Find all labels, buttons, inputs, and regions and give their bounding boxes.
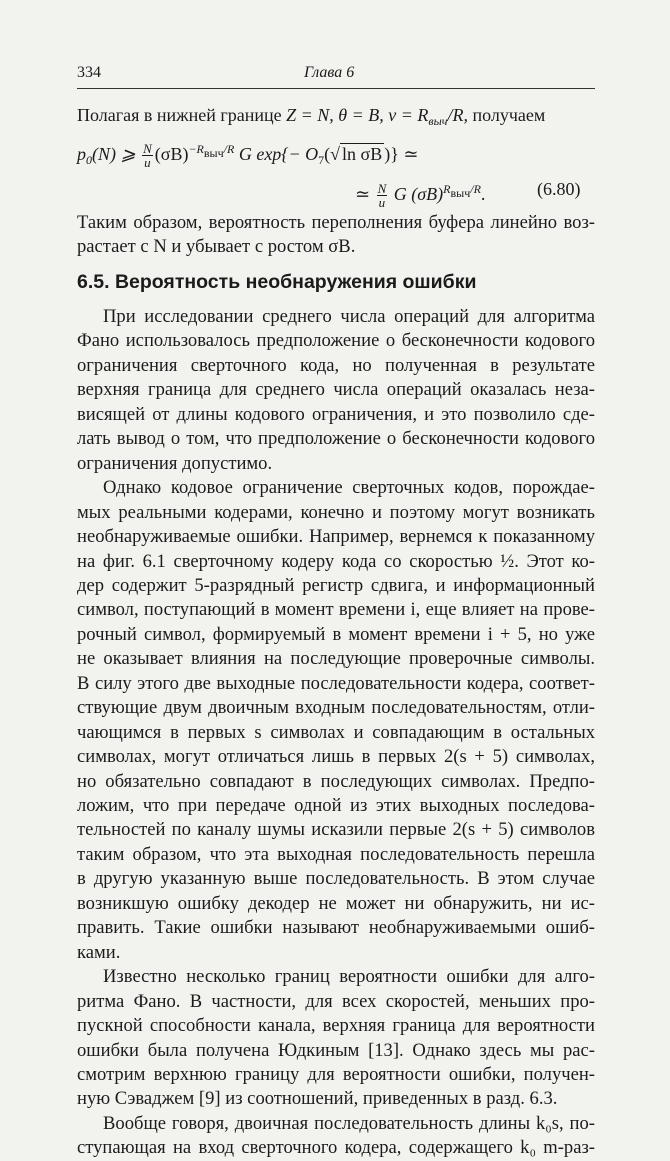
text-line: на фиг. 6.1 сверточному кодеру кода со скоростью ½. Этот ко- <box>77 550 595 572</box>
condition-z: Z = N, <box>286 105 334 125</box>
text-line: лать вывод о том, что предположение о бесконечности кодового <box>77 428 595 450</box>
formula-open-paren: ( <box>324 144 331 164</box>
text-line: рочный символ, формируемый в момент времени i + 5, но уже <box>77 623 595 645</box>
section-heading: 6.5. Вероятность необнаружения ошибки <box>77 271 477 293</box>
text-line: символах, могут отличаться лишь в первых 2(s + 5) символах, <box>77 746 595 768</box>
text-line: ошибки была получена Юдкиным [13]. Однако здесь мы рас- <box>77 1039 595 1061</box>
text-line: ложим, что при передаче одной из этих выходных последова- <box>77 795 595 816</box>
formula-approx: ≃ <box>355 184 371 204</box>
text-line: необнаруживаемые ошибки. Например, вернемся к показанному <box>77 526 595 547</box>
text-line: Таким образом, вероятность переполнения буфера линейно воз- <box>77 212 595 233</box>
text-line: При исследовании среднего числа операций для алгоритма <box>103 306 595 327</box>
text-line: верхняя граница для среднего числа операций оказалась неза- <box>77 379 595 401</box>
text-line: мых реальными кодерами, конечно и поэтому могут возникать <box>77 501 595 523</box>
text-line: дер содержит 5-разрядный регистр сдвига, и информационный <box>77 575 595 596</box>
text-line: Вообще говоря, двоичная последовательность длины k₀s, по- <box>103 1112 595 1134</box>
text-line: ную Сэваджем [9] из соотношений, приведенных в разд. 6.3. <box>77 1088 558 1110</box>
formula-sqrt-body: ln σB <box>342 144 383 164</box>
text-line: пускной способности канала, верхняя граница для вероятности <box>77 1015 595 1036</box>
text-line: ступающая на вход сверточного кодера, содержащего k₀ m-раз- <box>77 1137 595 1159</box>
text-line: Известно несколько границ вероятности ошибки для алго- <box>103 966 595 988</box>
formula-lhs: $p_0(N)$ ⩾ <box>77 144 136 167</box>
formula-sigma-term: (σB) <box>154 144 189 164</box>
text-line: таким образом, что эта выходная последовательность перешла <box>77 843 595 865</box>
text-line: ствующие двум двоичным входным последовательностям, отли- <box>77 697 595 719</box>
condition-theta: θ = B, <box>338 105 384 125</box>
text-line: смотрим верхнюю границу для вероятности ошибки, получен- <box>77 1063 595 1085</box>
formula-rhs-exponent: Rвыч/R <box>443 182 481 200</box>
text-line: Однако кодовое ограничение сверточных кодов, порождае- <box>103 477 595 499</box>
formula-intro-line <box>77 102 545 134</box>
text-line: ограничения допустимо. <box>77 452 273 474</box>
text-line: Фано использовалось предположение о бесконечности кодового <box>77 330 595 352</box>
text-line: в другую указанную выше последовательность. В этом случае <box>77 868 595 890</box>
formula-g-exp: G exp{− O <box>238 144 319 164</box>
text-line: править. Такие ошибки называют необнаруживаемыми ошиб- <box>77 917 595 939</box>
fraction-n-over-u-2: $\frac{N}{u}$ <box>377 181 387 211</box>
header-rule <box>77 88 595 89</box>
text-line: символ, поступающий в момент времени i, еще влияет на прове- <box>77 599 595 621</box>
formula-intro-end: получаем <box>472 105 546 125</box>
formula-rhs-g: G (σB) <box>393 184 444 204</box>
text-line: но обязательно совпадают в последующих символах. Предпо- <box>77 770 595 792</box>
formula-exponent: −Rвыч/R <box>188 142 235 160</box>
formula-close: )} ≃ <box>384 144 419 164</box>
text-line: ограничения сверточного кода, но полученная в результате <box>77 354 595 376</box>
text-line: не оказывает влияния на последующие проверочные символы. <box>77 648 595 670</box>
formula-intro-text: Полагая в нижней границе <box>77 105 282 125</box>
formula-line-3 <box>355 176 485 209</box>
text-line: ками. <box>77 941 121 963</box>
formula-line-2 <box>77 136 418 173</box>
running-head: Глава 6 <box>304 64 355 81</box>
formula-o-subscript: 7 <box>318 153 325 167</box>
formula-rhs-dot: . <box>480 184 486 204</box>
sqrt-icon: √ <box>330 144 341 164</box>
page-number: 334 <box>77 64 101 81</box>
text-line: чающимся в первых s символах и совпадающим в остальных <box>77 721 595 743</box>
text-line: В силу этого две выходные последовательности кодера, соответ- <box>77 672 595 694</box>
text-line: ритма Фано. В частности, для всех скоростей, меньших про- <box>77 990 595 1012</box>
text-line: возникшую ошибку декодер не может ни обнаружить, ни ис- <box>77 892 595 914</box>
condition-nu: $\nu = R_{выч}/R$, <box>388 105 468 128</box>
fraction-n-over-u: $\frac{N}{u}$ <box>143 141 152 171</box>
text-line: висящей от длины кодового ограничения, и это позволило сде- <box>77 403 595 425</box>
text-line: тельностей по каналу шумы исказили первые 2(s + 5) символов <box>77 819 595 841</box>
text-line: растает с N и убывает с ростом σB. <box>77 236 356 257</box>
equation-number: (6.80) <box>537 179 581 199</box>
